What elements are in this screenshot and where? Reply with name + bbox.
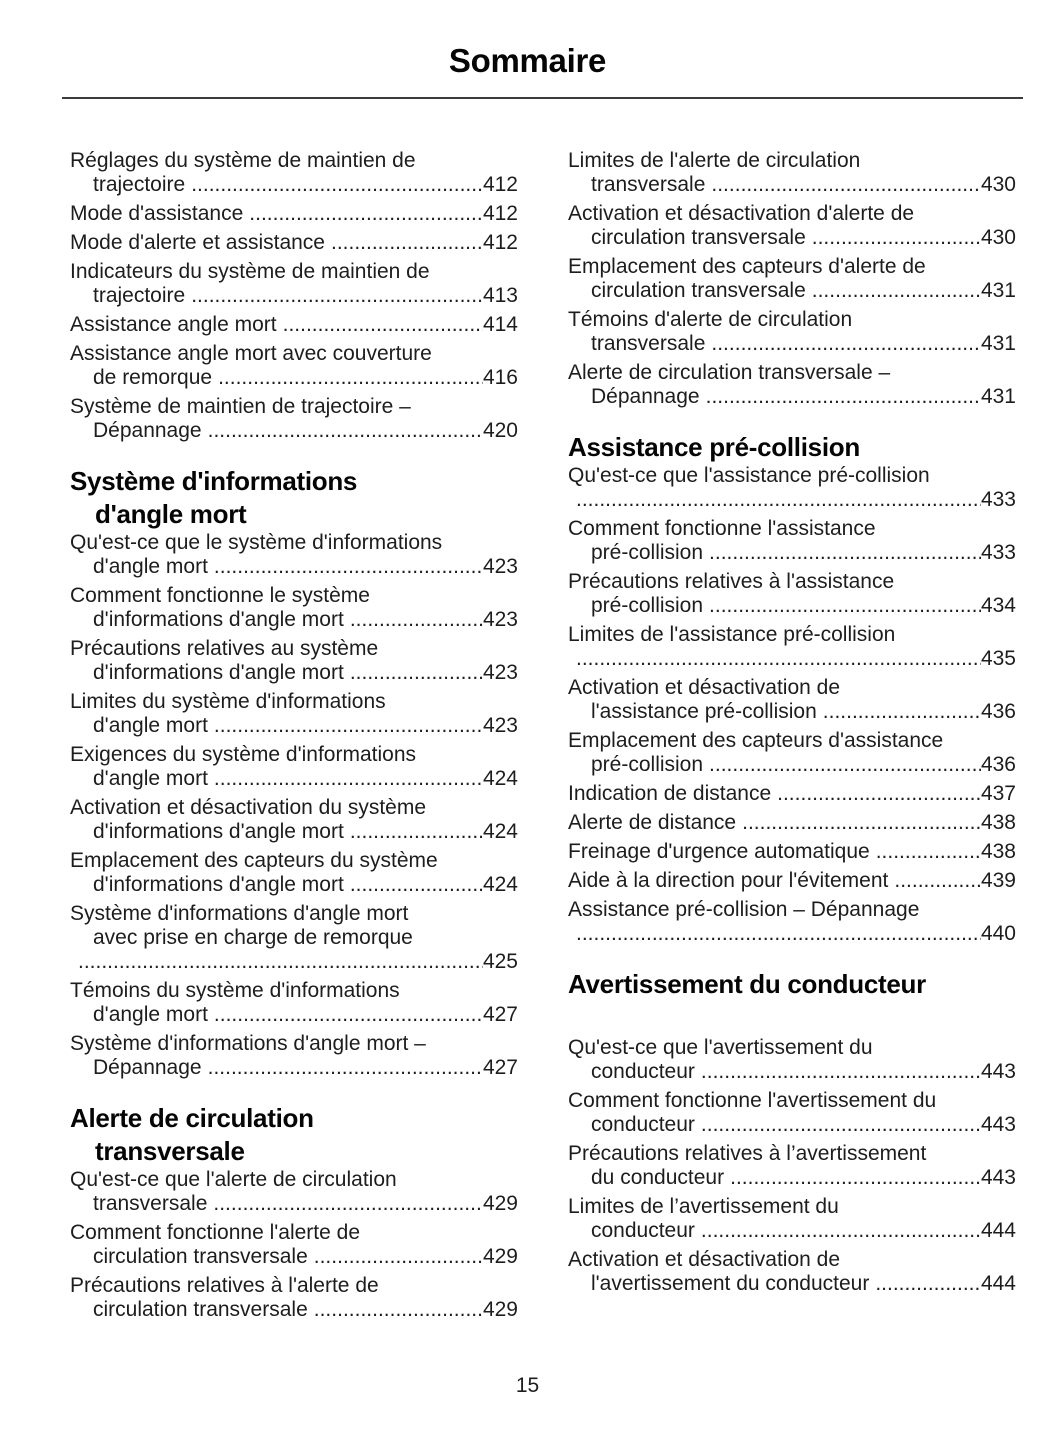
dot-leader — [701, 1060, 981, 1084]
toc-entry-text: Indication de distance — [568, 782, 772, 805]
page-ref: 438 — [980, 840, 1016, 863]
page-ref: 430 — [980, 173, 1016, 196]
page-ref: 424 — [482, 767, 518, 790]
toc-entry-line: Limites de l'assistance pré-collision — [568, 623, 896, 646]
dot-leader — [314, 1245, 483, 1269]
dot-leader — [701, 1219, 981, 1243]
toc-entry — [70, 637, 518, 685]
toc-entry-text: d'informations d'angle mort — [93, 661, 344, 684]
dot-leader — [812, 279, 981, 303]
toc-entry — [70, 1032, 518, 1080]
dot-leader — [214, 1003, 483, 1027]
toc-entry-line — [568, 782, 1016, 806]
toc-entry-line: Système d'informations d'angle mort — [70, 902, 409, 925]
dot-leader — [214, 555, 483, 579]
toc-entry-text: Dépannage — [93, 1056, 202, 1079]
toc-entry-text: d'angle mort — [93, 555, 208, 578]
toc-entry-line: Activation et désactivation d'alerte de — [568, 202, 915, 225]
toc-column-right — [568, 149, 1016, 1327]
toc-entry-line: Assistance pré-collision – Dépannage — [568, 898, 920, 921]
toc-entry-text: l'avertissement du conducteur — [591, 1272, 870, 1295]
toc-entry-line: Qu'est-ce que l'assistance pré-collision — [568, 464, 930, 487]
toc-entry-line: Qu'est-ce que le système d'informations — [70, 531, 443, 554]
page-ref: 431 — [980, 385, 1016, 408]
toc-entry — [568, 840, 1016, 864]
dot-leader — [706, 385, 981, 409]
toc-entry-line — [70, 1298, 518, 1322]
page-ref: 429 — [482, 1245, 518, 1268]
toc-entry — [568, 464, 1016, 512]
toc-entry-line — [568, 1272, 1016, 1296]
toc-entry-text: transversale — [93, 1192, 208, 1215]
toc-entry-line — [568, 1219, 1016, 1243]
toc-entry-line — [70, 313, 518, 337]
toc-entry-line — [568, 279, 1016, 303]
toc-entry — [70, 796, 518, 844]
toc-entry-line: Emplacement des capteurs d'assistance — [568, 729, 944, 752]
toc-entry — [70, 149, 518, 197]
toc-entry — [70, 395, 518, 443]
toc-entry — [70, 979, 518, 1027]
toc-section — [568, 149, 1016, 409]
toc-entry-text: transversale — [591, 173, 706, 196]
dot-leader — [875, 1272, 981, 1296]
toc-entry-text: d'informations d'angle mort — [93, 820, 344, 843]
page-ref: 424 — [482, 820, 518, 843]
toc-entry-line — [70, 202, 518, 226]
toc-entry-line — [568, 226, 1016, 250]
toc-entry-line: Comment fonctionne l'avertissement du — [568, 1089, 937, 1112]
toc-entry — [70, 584, 518, 632]
toc-section — [70, 465, 518, 1080]
dot-leader — [711, 332, 981, 356]
toc-entry-text: pré-collision — [591, 594, 704, 617]
toc-entry-line — [568, 869, 1016, 893]
page-ref: 438 — [980, 811, 1016, 834]
toc-entry — [568, 1195, 1016, 1243]
toc-entry-line — [70, 173, 518, 197]
toc-entry-line — [70, 419, 518, 443]
page-ref: 430 — [980, 226, 1016, 249]
dot-leader — [350, 820, 483, 844]
page-ref: 443 — [980, 1166, 1016, 1189]
toc-entry-text: d'informations d'angle mort — [93, 873, 344, 896]
toc-entry-line: Précautions relatives à l'alerte de — [70, 1274, 379, 1297]
toc-entry — [568, 811, 1016, 835]
toc-entry-text: Dépannage — [591, 385, 700, 408]
dot-leader — [709, 594, 981, 618]
toc-entry — [568, 869, 1016, 893]
toc-entry-text: l'assistance pré-collision — [591, 700, 817, 723]
toc-entry-line: avec prise en charge de remorque — [93, 926, 413, 949]
toc-entry-text: Assistance angle mort — [70, 313, 277, 336]
dot-leader — [701, 1113, 981, 1137]
toc-entry-line — [70, 820, 518, 844]
toc-entry-line — [70, 714, 518, 738]
toc-entry-line: Comment fonctionne l'alerte de — [70, 1221, 361, 1244]
dot-leader — [214, 767, 483, 791]
dot-leader — [777, 782, 981, 806]
section-heading — [568, 431, 1016, 464]
dot-leader — [742, 811, 981, 835]
toc-entry — [70, 743, 518, 791]
toc-entry-line: Qu'est-ce que l'alerte de circulation — [70, 1168, 397, 1191]
toc-entry — [70, 1168, 518, 1216]
toc-entry-text: conducteur — [591, 1060, 695, 1083]
page-ref: 423 — [482, 661, 518, 684]
toc-entry-line: Précautions relatives à l’avertissement — [568, 1142, 927, 1165]
dot-leader — [191, 284, 483, 308]
toc-entry-text: circulation transversale — [591, 279, 806, 302]
toc-entry-line — [70, 1003, 518, 1027]
toc-entry-line: Activation et désactivation du système — [70, 796, 427, 819]
toc-entry-line: Précautions relatives à l'assistance — [568, 570, 895, 593]
toc-entry — [568, 898, 1016, 946]
dot-leader — [730, 1166, 981, 1190]
toc-entry-text: pré-collision — [591, 753, 704, 776]
toc-entry-line — [70, 950, 518, 974]
toc-entry — [70, 849, 518, 897]
dot-leader — [576, 922, 981, 946]
toc-entry-line — [568, 811, 1016, 835]
toc-content — [70, 149, 1016, 1327]
toc-entry-text: d'angle mort — [93, 767, 208, 790]
toc-entry-line — [568, 173, 1016, 197]
toc-entry — [568, 361, 1016, 409]
toc-entry-line: Témoins d'alerte de circulation — [568, 308, 853, 331]
page-ref: 412 — [482, 202, 518, 225]
toc-entry-line: Système de maintien de trajectoire – — [70, 395, 411, 418]
page-ref: 423 — [482, 714, 518, 737]
toc-entry-line — [568, 1166, 1016, 1190]
toc-entry — [70, 531, 518, 579]
toc-entry-line: Comment fonctionne le système — [70, 584, 370, 607]
toc-entry-line: Système d'informations d'angle mort – — [70, 1032, 426, 1055]
toc-entry-line — [568, 385, 1016, 409]
toc-entry — [568, 1089, 1016, 1137]
page-ref: 443 — [980, 1113, 1016, 1136]
toc-entry — [568, 570, 1016, 618]
dot-leader — [350, 608, 483, 632]
toc-entry-text: circulation transversale — [93, 1245, 308, 1268]
toc-entry-text: pré-collision — [591, 541, 704, 564]
page-ref: 444 — [980, 1272, 1016, 1295]
dot-leader — [576, 488, 981, 512]
page-ref: 423 — [482, 555, 518, 578]
dot-leader — [709, 541, 981, 565]
page-ref: 443 — [980, 1060, 1016, 1083]
page-ref: 431 — [980, 279, 1016, 302]
dot-leader — [214, 714, 483, 738]
dot-leader — [823, 700, 981, 724]
toc-entry-line: Assistance angle mort avec couverture — [70, 342, 432, 365]
page-ref: 427 — [482, 1056, 518, 1079]
toc-entry-line: Exigences du système d'informations — [70, 743, 417, 766]
toc-entry — [568, 255, 1016, 303]
dot-leader — [711, 173, 981, 197]
page-ref: 412 — [482, 173, 518, 196]
toc-entry-line — [70, 1192, 518, 1216]
section-heading-line: Avertissement du conducteur — [568, 969, 926, 999]
toc-entry-line: Indicateurs du système de maintien de — [70, 260, 430, 283]
toc-entry-line — [70, 231, 518, 255]
toc-entry — [568, 623, 1016, 671]
toc-column-left — [70, 149, 518, 1327]
dot-leader — [331, 231, 483, 255]
toc-entry-line: Limites du système d'informations — [70, 690, 386, 713]
page-ref: 440 — [980, 922, 1016, 945]
toc-section — [70, 1102, 518, 1322]
toc-entry-text: de remorque — [93, 366, 213, 389]
dot-leader — [314, 1298, 483, 1322]
toc-entry — [568, 308, 1016, 356]
toc-entry-text: Alerte de distance — [568, 811, 737, 834]
toc-entry-text: d'angle mort — [93, 1003, 208, 1026]
toc-entry — [70, 690, 518, 738]
page-ref: 427 — [482, 1003, 518, 1026]
toc-entry — [568, 782, 1016, 806]
section-heading — [568, 968, 1016, 1001]
toc-entry-line: Qu'est-ce que l'avertissement du — [568, 1036, 873, 1059]
toc-entry — [70, 313, 518, 337]
toc-entry-text: du conducteur — [591, 1166, 725, 1189]
toc-entry-text: Dépannage — [93, 419, 202, 442]
toc-entry-line — [568, 922, 1016, 946]
dot-leader — [249, 202, 483, 226]
dot-leader — [208, 1056, 483, 1080]
toc-entry — [70, 231, 518, 255]
toc-section — [568, 968, 1016, 1296]
page-ref: 433 — [980, 541, 1016, 564]
page-ref: 424 — [482, 873, 518, 896]
toc-entry — [568, 149, 1016, 197]
page-ref: 434 — [980, 594, 1016, 617]
toc-entry-line — [568, 488, 1016, 512]
page-ref: 413 — [482, 284, 518, 307]
page-ref: 429 — [482, 1192, 518, 1215]
toc-entry-text: trajectoire — [93, 173, 186, 196]
toc-entry-line — [568, 594, 1016, 618]
toc-entry-text: conducteur — [591, 1113, 695, 1136]
toc-entry — [568, 1142, 1016, 1190]
toc-entry-line: Réglages du système de maintien de — [70, 149, 416, 172]
page-ref: 423 — [482, 608, 518, 631]
toc-entry-text: trajectoire — [93, 284, 186, 307]
toc-entry-line — [70, 608, 518, 632]
dot-leader — [218, 366, 483, 390]
toc-entry — [568, 1036, 1016, 1084]
toc-section — [568, 431, 1016, 946]
toc-entry — [568, 1248, 1016, 1296]
dot-leader — [78, 950, 483, 974]
page-ref: 416 — [482, 366, 518, 389]
page-ref: 439 — [980, 869, 1016, 892]
section-heading-line: transversale — [95, 1136, 245, 1166]
dot-leader — [709, 753, 981, 777]
toc-entry-line — [70, 661, 518, 685]
section-heading — [70, 1102, 518, 1168]
page-number: 15 — [515, 1374, 540, 1397]
page-ref: 437 — [980, 782, 1016, 805]
toc-entry-line — [568, 700, 1016, 724]
dot-leader — [208, 419, 483, 443]
page-ref: 420 — [482, 419, 518, 442]
toc-entry — [70, 1274, 518, 1322]
toc-entry-text: circulation transversale — [591, 226, 806, 249]
dot-leader — [191, 173, 483, 197]
toc-entry-line — [70, 555, 518, 579]
page-ref: 435 — [980, 647, 1016, 670]
page-ref: 425 — [482, 950, 518, 973]
toc-entry-line — [70, 873, 518, 897]
page-ref: 436 — [980, 753, 1016, 776]
toc-entry-line: Emplacement des capteurs du système — [70, 849, 438, 872]
toc-entry-text: conducteur — [591, 1219, 695, 1242]
toc-entry-line — [70, 1245, 518, 1269]
toc-entry-line: Emplacement des capteurs d'alerte de — [568, 255, 926, 278]
toc-entry-line — [568, 1060, 1016, 1084]
toc-entry — [70, 902, 518, 974]
toc-entry-line — [568, 647, 1016, 671]
page-ref: 431 — [980, 332, 1016, 355]
toc-entry-text: circulation transversale — [93, 1298, 308, 1321]
dot-leader — [576, 647, 981, 671]
toc-entry — [568, 202, 1016, 250]
section-heading — [70, 465, 518, 531]
toc-section — [70, 149, 518, 443]
toc-entry-text: Mode d'assistance — [70, 202, 244, 225]
dot-leader — [283, 313, 483, 337]
toc-entry-text: Freinage d'urgence automatique — [568, 840, 870, 863]
toc-entry-line: Comment fonctionne l'assistance — [568, 517, 876, 540]
toc-entry — [70, 202, 518, 226]
heading-spacer — [568, 1001, 1016, 1036]
toc-entry-text: d'informations d'angle mort — [93, 608, 344, 631]
page-ref: 412 — [482, 231, 518, 254]
toc-entry-line — [568, 753, 1016, 777]
toc-entry — [568, 517, 1016, 565]
toc-entry-line — [568, 332, 1016, 356]
toc-entry-line — [70, 284, 518, 308]
toc-entry — [70, 260, 518, 308]
dot-leader — [812, 226, 981, 250]
toc-entry-line: Activation et désactivation de — [568, 1248, 840, 1271]
toc-entry-line — [568, 1113, 1016, 1137]
dot-leader — [876, 840, 981, 864]
toc-entry-line — [568, 840, 1016, 864]
page-ref: 436 — [980, 700, 1016, 723]
dot-leader — [350, 873, 483, 897]
toc-entry-line: Activation et désactivation de — [568, 676, 840, 699]
toc-entry-line: Alerte de circulation transversale – — [568, 361, 891, 384]
toc-entry — [70, 1221, 518, 1269]
dot-leader — [894, 869, 981, 893]
toc-entry-line — [70, 1056, 518, 1080]
toc-entry-text: transversale — [591, 332, 706, 355]
toc-entry-line: Limites de l'alerte de circulation — [568, 149, 861, 172]
page-ref: 429 — [482, 1298, 518, 1321]
toc-entry-line: Précautions relatives au système — [70, 637, 379, 660]
section-heading-line: Système d'informations — [70, 466, 358, 496]
section-heading-line: Alerte de circulation — [70, 1103, 314, 1133]
page-ref: 414 — [482, 313, 518, 336]
toc-entry-line — [70, 366, 518, 390]
dot-leader — [350, 661, 483, 685]
page-ref: 444 — [980, 1219, 1016, 1242]
page-title: Sommaire — [448, 42, 607, 79]
section-heading-line: Assistance pré-collision — [568, 432, 860, 462]
toc-entry — [568, 676, 1016, 724]
toc-entry-line — [568, 541, 1016, 565]
toc-entry-text: Mode d'alerte et assistance — [70, 231, 325, 254]
dot-leader — [213, 1192, 483, 1216]
page-ref: 433 — [980, 488, 1016, 511]
toc-entry — [70, 342, 518, 390]
toc-entry-text: Aide à la direction pour l'évitement — [568, 869, 889, 892]
section-heading-line: d'angle mort — [95, 499, 247, 529]
title-divider — [62, 97, 1023, 99]
toc-entry-line: Limites de l’avertissement du — [568, 1195, 839, 1218]
toc-entry-line — [70, 767, 518, 791]
toc-entry-text: d'angle mort — [93, 714, 208, 737]
toc-entry-line: Témoins du système d'informations — [70, 979, 400, 1002]
toc-entry — [568, 729, 1016, 777]
